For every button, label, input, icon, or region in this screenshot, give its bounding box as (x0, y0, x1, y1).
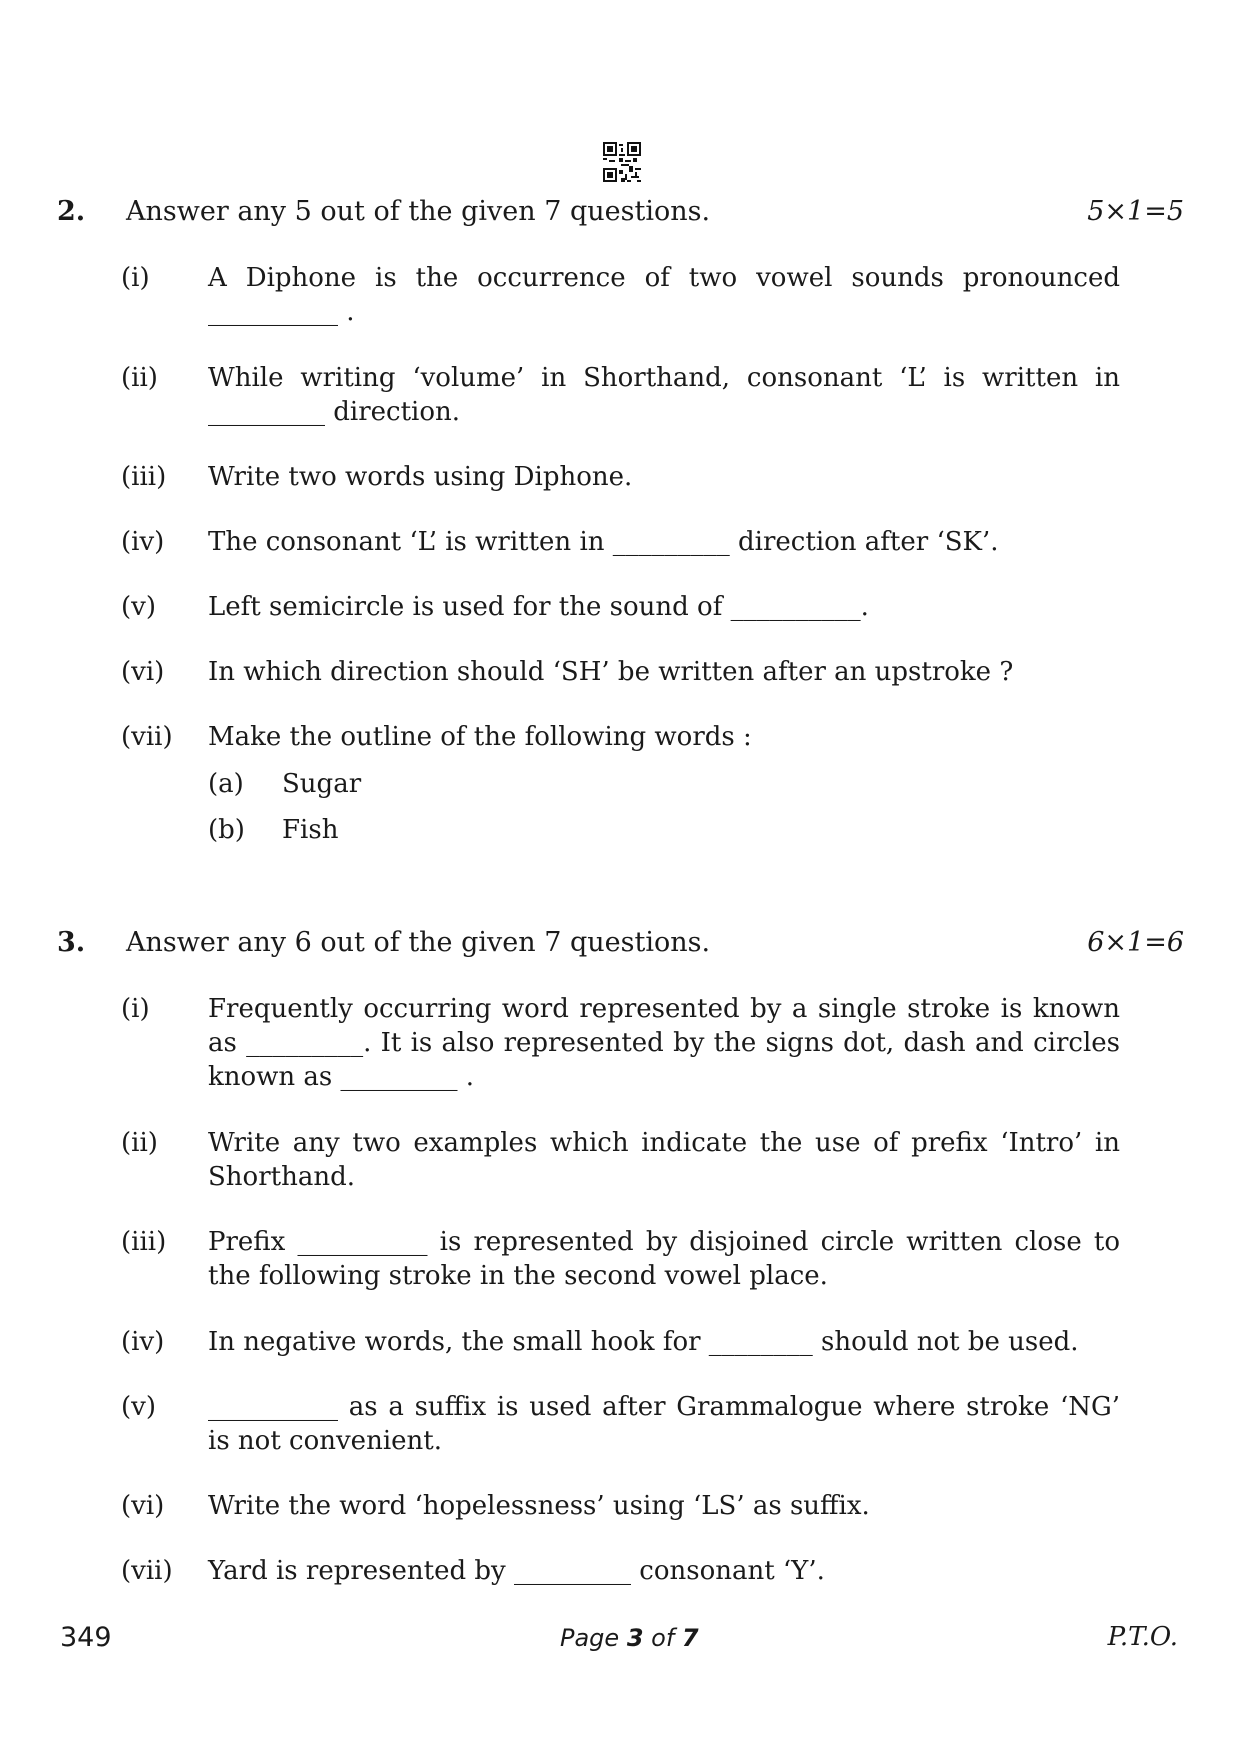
page-current: 3 (626, 1624, 644, 1652)
item-text: The consonant ‘L’ is written in _________ direction after ‘SK’. (208, 527, 999, 557)
item-text: Yard is represented by _________ consonant ‘Y’. (208, 1556, 825, 1586)
item-label: (vi) (121, 1491, 165, 1521)
item-label: (ii) (121, 1128, 158, 1158)
item-label: (vii) (121, 1556, 173, 1586)
page-of: of (643, 1624, 682, 1652)
question-3-header (0, 925, 1241, 965)
item-label: (vi) (121, 657, 165, 687)
question-instruction: Answer any 5 out of the given 7 questions. (126, 196, 711, 227)
question-2-header (0, 194, 1241, 234)
item-label: (vii) (121, 722, 173, 752)
item-label: (v) (121, 1392, 156, 1422)
item-label: (iv) (121, 527, 165, 557)
qr-code-icon (603, 142, 641, 182)
subitem-text: Fish (282, 815, 339, 845)
item-label: (v) (121, 592, 156, 622)
subitem-text: Sugar (282, 769, 362, 799)
item-text: A Diphone is the occurrence of two vowel sounds pronounced __________ . (208, 263, 1120, 327)
item-text: Make the outline of the following words : (208, 722, 752, 752)
item-text: Write the word ‘hopelessness’ using ‘LS’ as suffix. (208, 1491, 870, 1521)
pto-label: P.T.O. (1107, 1622, 1178, 1652)
page-indicator (560, 1624, 699, 1652)
item-label: (i) (121, 994, 150, 1024)
item-text: In negative words, the small hook for ________ should not be used. (208, 1327, 1079, 1357)
item-text: While writing ‘volume’ in Shorthand, consonant ‘L’ is written in _________ direction. (208, 363, 1120, 427)
item-label: (iii) (121, 1227, 167, 1257)
paper-code: 349 (60, 1622, 112, 1653)
item-label: (ii) (121, 363, 158, 393)
item-text: Write any two examples which indicate the use of prefix ‘Intro’ in Shorthand. (208, 1128, 1120, 1192)
subitem-label: (b) (208, 815, 245, 845)
item-text: Prefix __________ is represented by disjoined circle written close to the following stroke in the second vowel place. (208, 1227, 1120, 1291)
item-text: In which direction should ‘SH’ be written after an upstroke ? (208, 657, 1014, 687)
item-label: (i) (121, 263, 150, 293)
page-total: 7 (681, 1624, 699, 1652)
question-number: 2. (57, 196, 86, 227)
question-number: 3. (57, 927, 86, 958)
item-label: (iv) (121, 1327, 165, 1357)
item-text: Write two words using Diphone. (208, 462, 633, 492)
item-text: Left semicircle is used for the sound of __________. (208, 592, 869, 622)
question-instruction: Answer any 6 out of the given 7 questions. (126, 927, 711, 958)
page-prefix: Page (560, 1624, 627, 1652)
item-text: __________ as a suffix is used after Grammalogue where stroke ‘NG’ is not convenient. (208, 1392, 1120, 1456)
question-marks: 5×1=5 (1087, 196, 1184, 227)
item-label: (iii) (121, 462, 167, 492)
question-marks: 6×1=6 (1087, 927, 1184, 958)
subitem-label: (a) (208, 769, 244, 799)
item-text: Frequently occurring word represented by a single stroke is known as _________. It is also represented by the signs dot, dash and circles known as _________ . (208, 994, 1120, 1092)
